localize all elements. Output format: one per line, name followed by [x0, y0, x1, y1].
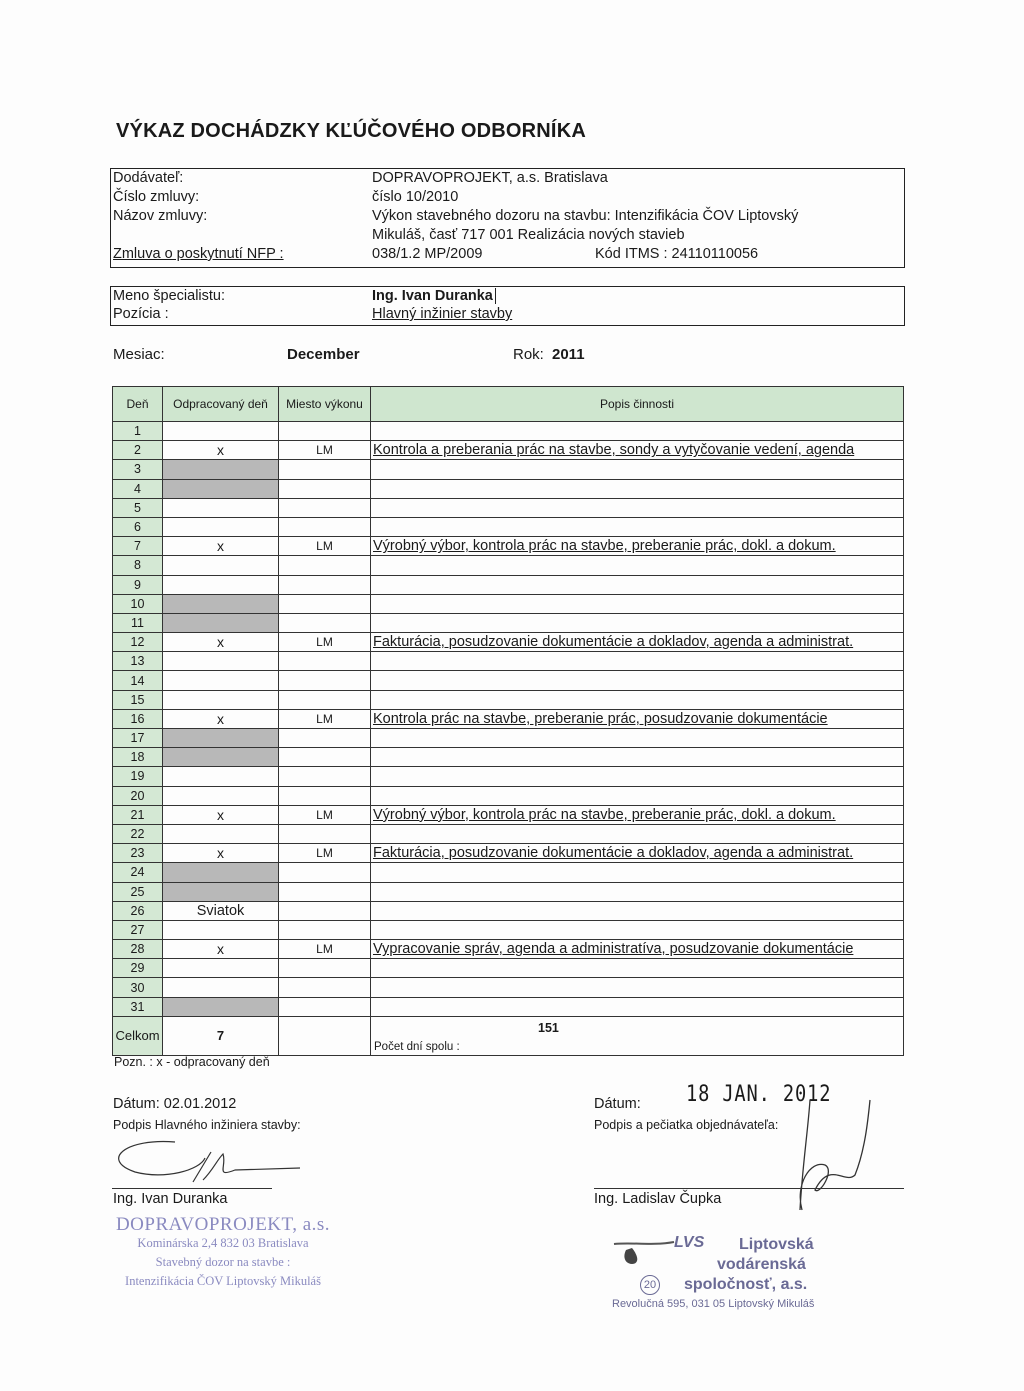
supplier-label: Dodávateľ: [113, 170, 184, 186]
nfp-value: 038/1.2 MP/2009 [372, 246, 483, 262]
table-row [113, 441, 904, 460]
worked-cell [163, 422, 279, 441]
specialist-name-value: Ing. Ivan Duranka [372, 288, 496, 304]
description-cell [371, 556, 904, 575]
worked-cell [163, 767, 279, 786]
total-value: 7 [163, 1016, 279, 1055]
day-cell: 11 [113, 613, 163, 632]
stamp-right-address: Revolučná 595, 031 05 Liptovský Mikuláš [612, 1298, 815, 1310]
days-total-cell [371, 1016, 904, 1055]
place-cell [279, 901, 371, 920]
worked-cell [163, 613, 279, 632]
worked-cell: x [163, 441, 279, 460]
worked-cell [163, 824, 279, 843]
table-row [113, 479, 904, 498]
day-cell: 16 [113, 709, 163, 728]
stamp-right-line1: Liptovská [739, 1236, 814, 1253]
year-label: Rok: [513, 346, 544, 363]
worked-cell [163, 479, 279, 498]
table-row [113, 767, 904, 786]
worked-cell: x [163, 537, 279, 556]
place-cell [279, 460, 371, 479]
attendance-table [112, 386, 904, 1056]
description-cell [371, 959, 904, 978]
day-cell: 25 [113, 882, 163, 901]
place-cell: LM [279, 940, 371, 959]
worked-cell [163, 863, 279, 882]
header-place: Miesto výkonu [279, 387, 371, 422]
day-cell: 12 [113, 633, 163, 652]
worked-cell [163, 671, 279, 690]
place-cell [279, 729, 371, 748]
description-cell [371, 690, 904, 709]
worked-cell [163, 786, 279, 805]
total-row [113, 1016, 904, 1055]
place-cell [279, 690, 371, 709]
place-cell [279, 498, 371, 517]
table-body [113, 422, 904, 1017]
worked-cell: x [163, 805, 279, 824]
dopravoprojekt-stamp [108, 1215, 338, 1291]
contract-name-value-1: Výkon stavebného dozoru na stavbu: Intenzifikácia ČOV Liptovský [372, 208, 799, 224]
place-cell: LM [279, 537, 371, 556]
worked-cell [163, 997, 279, 1016]
description-cell: Vypracovanie správ, agenda a administratíva, posudzovanie dokumentácie [371, 940, 904, 959]
description-cell [371, 671, 904, 690]
left-signer-name: Ing. Ivan Duranka [113, 1191, 228, 1207]
day-cell: 28 [113, 940, 163, 959]
worked-cell [163, 882, 279, 901]
worked-cell [163, 959, 279, 978]
place-cell: LM [279, 633, 371, 652]
worked-cell [163, 556, 279, 575]
place-cell [279, 786, 371, 805]
days-total-label: Počet dní spolu : [374, 1040, 460, 1053]
place-cell: LM [279, 844, 371, 863]
worked-cell [163, 729, 279, 748]
header-day: Deň [113, 387, 163, 422]
day-cell: 20 [113, 786, 163, 805]
worked-cell [163, 978, 279, 997]
position-value: Hlavný inžinier stavby [372, 306, 513, 322]
table-row [113, 920, 904, 939]
table-row [113, 805, 904, 824]
place-cell [279, 671, 371, 690]
place-cell [279, 517, 371, 536]
header-description: Popis činnosti [371, 387, 904, 422]
description-cell [371, 978, 904, 997]
stamp-left-line1: DOPRAVOPROJEKT, a.s. [115, 1214, 331, 1235]
table-header-row [113, 387, 904, 422]
left-date: Dátum: 02.01.2012 [113, 1096, 237, 1112]
supplier-value: DOPRAVOPROJEKT, a.s. Bratislava [372, 170, 608, 186]
place-cell [279, 959, 371, 978]
description-cell: Fakturácia, posudzovanie dokumentácie a dokladov, agenda a administrat. [371, 633, 904, 652]
day-cell: 13 [113, 652, 163, 671]
table-row [113, 671, 904, 690]
place-cell: LM [279, 709, 371, 728]
day-cell: 10 [113, 594, 163, 613]
place-cell [279, 767, 371, 786]
position-label: Pozícia : [113, 306, 169, 322]
table-row [113, 901, 904, 920]
worked-cell [163, 594, 279, 613]
specialist-box [110, 286, 905, 326]
contract-name-value-2: Mikuláš, časť 717 001 Realizácia nových stavieb [372, 227, 685, 243]
description-cell [371, 575, 904, 594]
stamp-left-line4: Intenzifikácia ČOV Liptovský Mikuláš [125, 1274, 321, 1288]
right-date-label: Dátum: [594, 1096, 641, 1112]
stamp-left-line2: Kominárska 2,4 832 03 Bratislava [137, 1236, 309, 1250]
contract-number-label: Číslo zmluvy: [113, 189, 200, 205]
description-cell: Výrobný výbor, kontrola prác na stavbe, preberanie prác, dokl. a dokum. [371, 805, 904, 824]
table-row [113, 997, 904, 1016]
place-cell [279, 997, 371, 1016]
worked-cell [163, 652, 279, 671]
description-cell [371, 882, 904, 901]
table-row [113, 537, 904, 556]
day-cell: 22 [113, 824, 163, 843]
contract-name-label: Názov zmluvy: [113, 208, 208, 224]
description-cell [371, 824, 904, 843]
description-cell [371, 767, 904, 786]
day-cell: 14 [113, 671, 163, 690]
description-cell [371, 729, 904, 748]
table-row [113, 824, 904, 843]
table-row [113, 959, 904, 978]
description-cell: Kontrola prác na stavbe, preberanie prác, posudzovanie dokumentácie [371, 709, 904, 728]
place-cell [279, 479, 371, 498]
day-cell: 17 [113, 729, 163, 748]
place-cell [279, 824, 371, 843]
description-cell [371, 901, 904, 920]
description-cell [371, 517, 904, 536]
day-cell: 30 [113, 978, 163, 997]
day-cell: 24 [113, 863, 163, 882]
table-row [113, 709, 904, 728]
table-row [113, 422, 904, 441]
place-cell: LM [279, 441, 371, 460]
table-row [113, 633, 904, 652]
day-cell: 6 [113, 517, 163, 536]
description-cell [371, 613, 904, 632]
table-row [113, 498, 904, 517]
worked-cell: x [163, 940, 279, 959]
year-value: 2011 [552, 346, 585, 363]
worked-cell [163, 920, 279, 939]
place-cell [279, 652, 371, 671]
itms-code: Kód ITMS : 24110110056 [595, 246, 759, 262]
place-cell [279, 613, 371, 632]
stamp-number: 20 [640, 1275, 660, 1295]
description-cell [371, 748, 904, 767]
description-cell [371, 498, 904, 517]
days-total-value: 151 [538, 1020, 559, 1035]
day-cell: 9 [113, 575, 163, 594]
table-row [113, 517, 904, 536]
received-date-stamp: 18 JAN. 2012 [686, 1082, 832, 1107]
day-cell: 5 [113, 498, 163, 517]
description-cell [371, 479, 904, 498]
table-row [113, 575, 904, 594]
stamp-left-line3: Stavebný dozor na stavbe : [155, 1255, 291, 1269]
description-cell [371, 460, 904, 479]
stamp-right-line3: spoločnosť, a.s. [684, 1276, 808, 1293]
month-label: Mesiac: [113, 346, 165, 363]
day-cell: 8 [113, 556, 163, 575]
table-row [113, 978, 904, 997]
place-cell [279, 863, 371, 882]
table-row [113, 729, 904, 748]
right-signature-line [594, 1188, 904, 1189]
worked-cell [163, 690, 279, 709]
day-cell: 15 [113, 690, 163, 709]
description-cell [371, 786, 904, 805]
table-row [113, 882, 904, 901]
worked-cell [163, 575, 279, 594]
specialist-name-label: Meno špecialistu: [113, 288, 226, 304]
table-row [113, 594, 904, 613]
table-row [113, 748, 904, 767]
day-cell: 27 [113, 920, 163, 939]
table-row [113, 556, 904, 575]
worked-cell: x [163, 633, 279, 652]
day-cell: 26 [113, 901, 163, 920]
day-cell: 19 [113, 767, 163, 786]
table-row [113, 940, 904, 959]
left-signature-line [112, 1188, 272, 1189]
worked-cell: x [163, 709, 279, 728]
description-cell [371, 920, 904, 939]
description-cell [371, 997, 904, 1016]
place-cell [279, 594, 371, 613]
day-cell: 18 [113, 748, 163, 767]
day-cell: 3 [113, 460, 163, 479]
header-worked: Odpracovaný deň [163, 387, 279, 422]
right-signer-name: Ing. Ladislav Čupka [594, 1191, 722, 1207]
month-value: December [287, 346, 360, 363]
place-cell [279, 748, 371, 767]
day-cell: 7 [113, 537, 163, 556]
place-cell [279, 575, 371, 594]
total-empty [279, 1016, 371, 1055]
day-cell: 21 [113, 805, 163, 824]
description-cell: Fakturácia, posudzovanie dokumentácie a dokladov, agenda a administrat. [371, 844, 904, 863]
table-row [113, 613, 904, 632]
day-cell: 2 [113, 441, 163, 460]
right-signature-icon [780, 1090, 880, 1220]
nfp-label: Zmluva o poskytnutí NFP : [113, 246, 284, 262]
contract-box [110, 168, 905, 268]
day-cell: 23 [113, 844, 163, 863]
left-sign-caption: Podpis Hlavného inžiniera stavby: [113, 1118, 301, 1132]
day-cell: 29 [113, 959, 163, 978]
place-cell [279, 978, 371, 997]
contract-number-value: číslo 10/2010 [372, 189, 459, 205]
worked-cell [163, 517, 279, 536]
description-cell [371, 652, 904, 671]
table-row [113, 690, 904, 709]
worked-cell [163, 460, 279, 479]
table-row [113, 460, 904, 479]
left-signature-icon [105, 1130, 305, 1190]
table-row [113, 652, 904, 671]
description-cell: Kontrola a preberania prác na stavbe, sondy a vytyčovanie vedení, agenda [371, 441, 904, 460]
worked-cell: Sviatok [163, 901, 279, 920]
worked-cell [163, 498, 279, 517]
place-cell [279, 422, 371, 441]
right-sign-caption: Podpis a pečiatka objednávateľa: [594, 1118, 779, 1132]
place-cell [279, 556, 371, 575]
total-label: Celkom [113, 1016, 163, 1055]
place-cell [279, 882, 371, 901]
place-cell [279, 920, 371, 939]
lvs-logo-text: LVS [674, 1234, 705, 1251]
table-row [113, 786, 904, 805]
day-cell: 1 [113, 422, 163, 441]
lvs-stamp [612, 1228, 872, 1318]
day-cell: 4 [113, 479, 163, 498]
document-title: VÝKAZ DOCHÁDZKY KĽÚČOVÉHO ODBORNÍKA [116, 120, 586, 142]
description-cell [371, 863, 904, 882]
legend-note: Pozn. : x - odpracovaný deň [114, 1055, 270, 1069]
description-cell [371, 594, 904, 613]
description-cell: Výrobný výbor, kontrola prác na stavbe, preberanie prác, dokl. a dokum. [371, 537, 904, 556]
day-cell: 31 [113, 997, 163, 1016]
place-cell: LM [279, 805, 371, 824]
worked-cell: x [163, 844, 279, 863]
stamp-right-line2: vodárenská [717, 1256, 806, 1273]
description-cell [371, 422, 904, 441]
table-row [113, 863, 904, 882]
worked-cell [163, 748, 279, 767]
table-row [113, 844, 904, 863]
